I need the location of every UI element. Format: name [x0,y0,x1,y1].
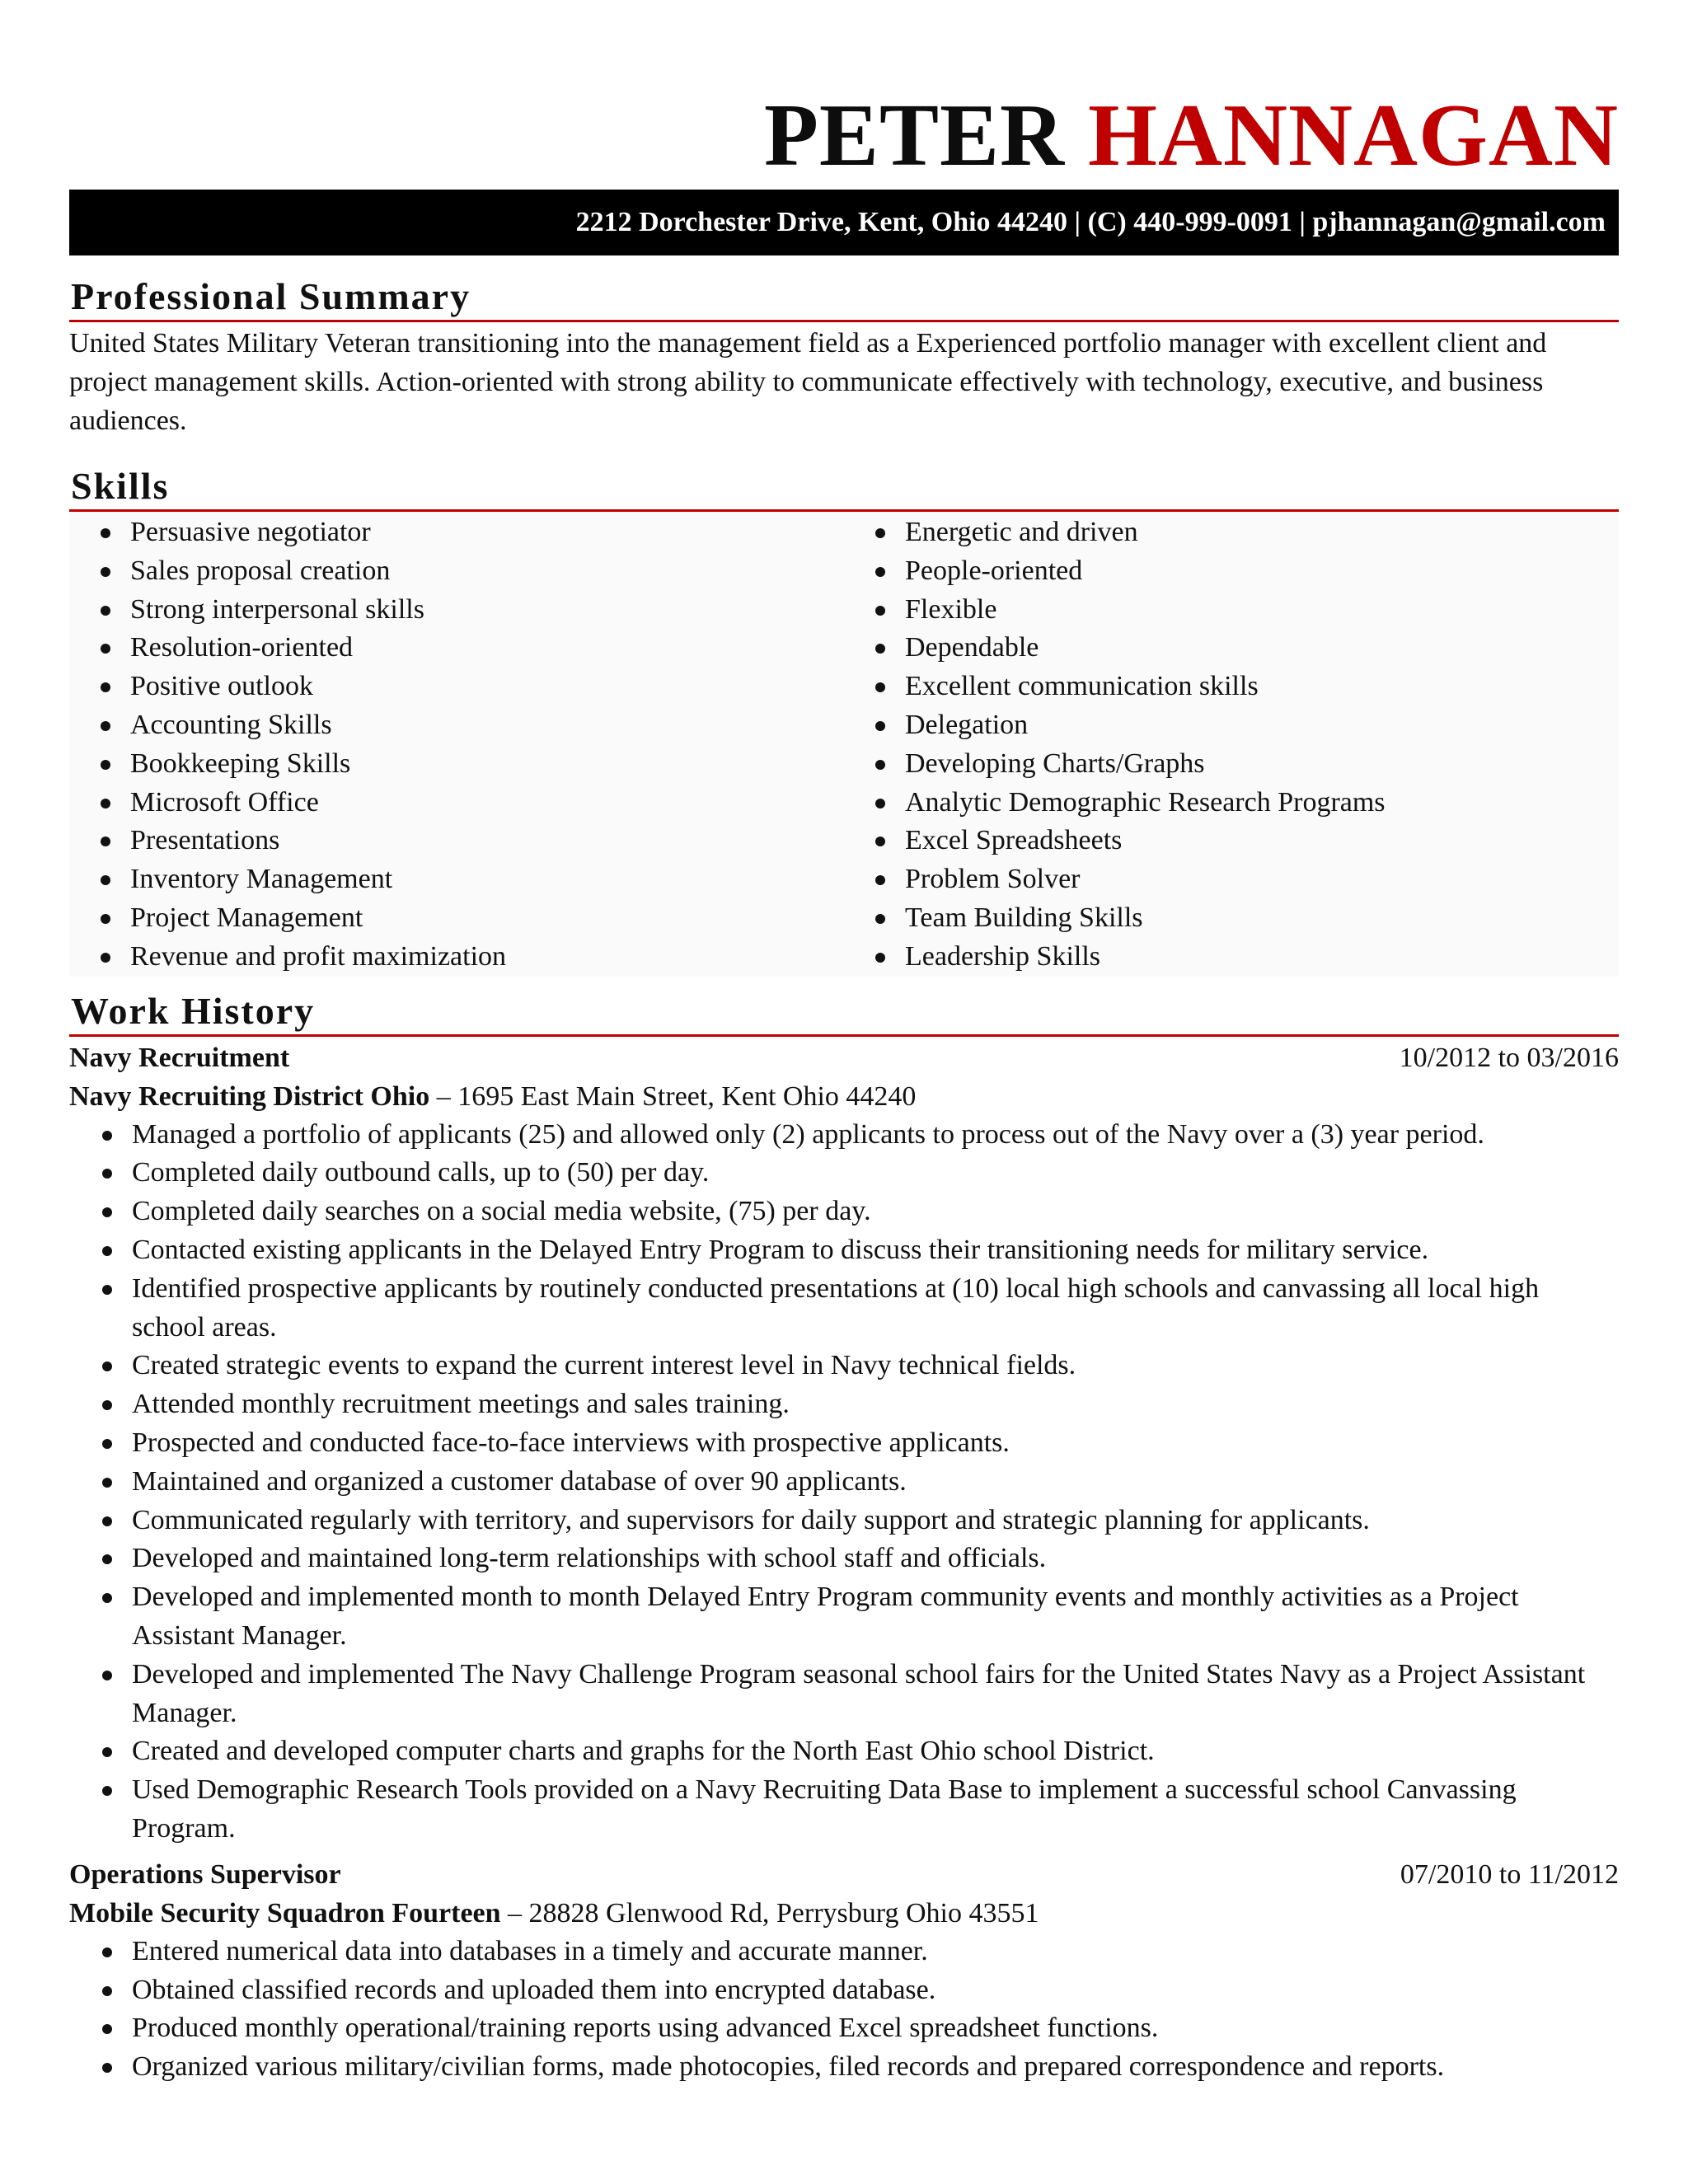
duty-item: Entered numerical data into databases in a timely and accurate manner. [132,1933,1611,1971]
duty-item: Completed daily outbound calls, up to (50) per day. [132,1154,1611,1193]
duty-item: Prospected and conducted face-to-face interviews with prospective applicants. [132,1424,1611,1463]
skill-item: Inventory Management [130,860,844,899]
duty-item: Developed and maintained long-term relationships with school staff and officials. [132,1540,1611,1578]
skill-item: Analytic Demographic Research Programs [905,784,1619,823]
skill-item: Project Management [130,899,844,938]
employer-line [69,1077,1619,1116]
summary-text: United States Military Veteran transitioning into the management field as a Experienced portfolio manager with excellent client and project management skills. Action-oriented with strong ability to communicate effectively with technology, executive, and business audiences. [69,328,1547,436]
skill-item: Excellent communication skills [905,668,1619,706]
skills-heading: Skills [69,463,1619,512]
first-name: PETER [763,87,1066,185]
duty-item: Attended monthly recruitment meetings and sales training. [132,1385,1611,1424]
last-name: HANNAGAN [1088,87,1619,185]
job-duties [69,1116,1619,1849]
job-duties [69,1933,1619,2087]
skill-item: Strong interpersonal skills [130,591,844,630]
skill-item: Accounting Skills [130,706,844,745]
skill-item: Resolution-oriented [130,629,844,668]
skill-item: Revenue and profit maximization [130,938,844,977]
summary-heading: Professional Summary [69,274,1619,322]
job-entry [69,1855,1619,2087]
duty-item: Obtained classified records and uploaded them into encrypted database. [132,1971,1611,2010]
contact-bar: 2212 Dorchester Drive, Kent, Ohio 44240 | (C) 440-999-0091 | pjhannagan@gmail.com [69,190,1619,255]
employer-line [69,1894,1619,1933]
skill-item: Excel Spreadsheets [905,822,1619,860]
skill-item: Problem Solver [905,860,1619,899]
skill-item: Microsoft Office [130,784,844,823]
job-header [69,1855,1619,1894]
job-title: Operations Supervisor [69,1858,341,1890]
candidate-name [69,0,1619,190]
skill-item: Team Building Skills [905,899,1619,938]
duty-item: Created strategic events to expand the current interest level in Navy technical fields. [132,1347,1611,1385]
resume-page [69,0,1619,2087]
skill-item: Dependable [905,629,1619,668]
employer-name: Mobile Security Squadron Fourteen [69,1897,501,1929]
job-entry [69,1038,1619,1849]
duty-item: Maintained and organized a customer database of over 90 applicants. [132,1463,1611,1502]
skills-column-right [844,513,1619,977]
duty-item: Managed a portfolio of applicants (25) and allowed only (2) applicants to process out of the Navy over a (3) year period. [132,1116,1611,1155]
skill-item: Delegation [905,706,1619,745]
work-history-heading: Work History [69,988,1619,1037]
employer-location: – 1695 East Main Street, Kent Ohio 44240 [429,1080,917,1112]
skill-item: Presentations [130,822,844,860]
skill-item: Flexible [905,591,1619,630]
job-dates: 07/2010 to 11/2012 [1400,1858,1619,1890]
duty-item: Identified prospective applicants by routinely conducted presentations at (10) local high schools and canvassing all local high school areas. [132,1270,1611,1347]
skill-item: Bookkeeping Skills [130,745,844,784]
employer-name: Navy Recruiting District Ohio [69,1080,430,1112]
skill-item: Positive outlook [130,668,844,706]
skill-item: People-oriented [905,552,1619,591]
duty-item: Organized various military/civilian forms, made photocopies, filed records and prepared correspondence and reports. [132,2048,1611,2087]
duty-item: Completed daily searches on a social media website, (75) per day. [132,1193,1611,1231]
duty-item: Developed and implemented The Navy Challenge Program seasonal school fairs for the United States Navy as a Project Assistant Manager. [132,1656,1611,1733]
duty-item: Communicated regularly with territory, and supervisors for daily support and strategic planning for applicants. [132,1502,1611,1540]
skill-item: Sales proposal creation [130,552,844,591]
job-dates: 10/2012 to 03/2016 [1399,1042,1619,1073]
skills-column-left [69,513,844,977]
job-title: Navy Recruitment [69,1042,290,1073]
skills-list [69,512,1619,977]
duty-item: Produced monthly operational/training reports using advanced Excel spreadsheet functions. [132,2009,1611,2048]
duty-item: Contacted existing applicants in the Delayed Entry Program to discuss their transitioning needs for military service. [132,1231,1611,1270]
duty-item: Used Demographic Research Tools provided on a Navy Recruiting Data Base to implement a successful school Canvassing Program. [132,1771,1611,1849]
skill-item: Energetic and driven [905,513,1619,552]
job-header [69,1038,1619,1077]
duty-item: Developed and implemented month to month Delayed Entry Program community events and monthly activities as a Project Assistant Manager. [132,1578,1611,1656]
duty-item: Created and developed computer charts and graphs for the North East Ohio school District. [132,1732,1611,1771]
skill-item: Leadership Skills [905,938,1619,977]
skill-item: Developing Charts/Graphs [905,745,1619,784]
skill-item: Persuasive negotiator [130,513,844,552]
employer-location: – 28828 Glenwood Rd, Perrysburg Ohio 43551 [500,1897,1039,1929]
